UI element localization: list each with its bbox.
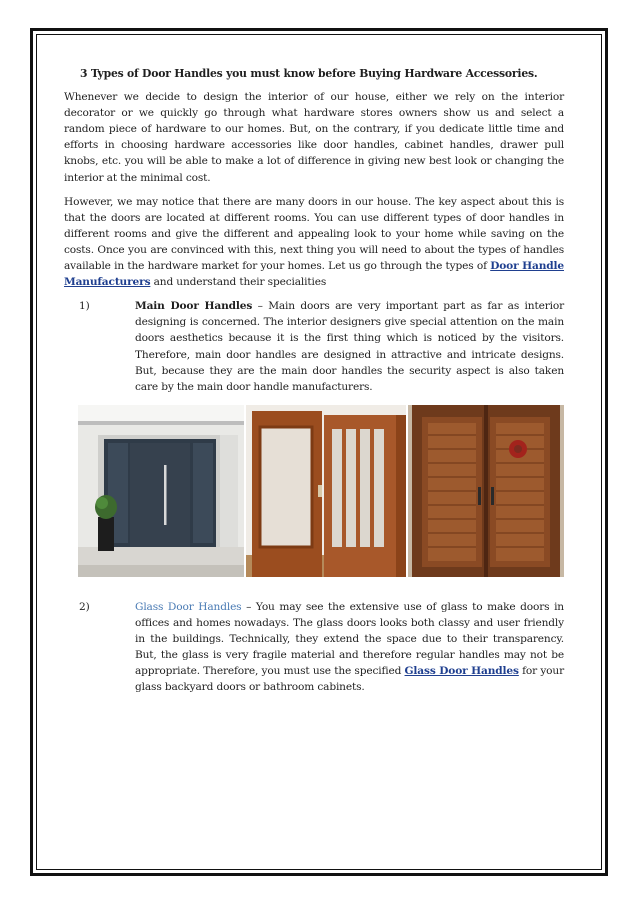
photo-wooden-glass-door (246, 405, 406, 577)
glass-door-handles-link[interactable]: Glass Door Handles (404, 665, 519, 678)
list-item-main-door-handles (64, 298, 564, 395)
list-number: 2) (79, 600, 90, 613)
list-item-glass-door-handles (64, 599, 564, 696)
photo-grey-modern-door (78, 405, 244, 577)
photo-carved-double-door (408, 405, 564, 577)
doors-paragraph-text: However, we may notice that there are many doors in our house. The key aspect about this is that the doors are located at different rooms. You can use different types of door handles in different rooms and give the different and appealing look to your home while saving on the costs. Once you are convinced with this, next thing you will need to about the types of handles available in the hardware market for your homes. Let us go through the types of (64, 195, 564, 273)
door-photo-strip (64, 405, 564, 577)
doors-paragraph (64, 194, 564, 291)
list-term: Main Door Handles (135, 300, 253, 313)
intro-paragraph: Whenever we decide to design the interior of our house, either we rely on the interior decorator or we quickly go through what hardware stores owners show us and select a random piece of hardware to our homes. But, on the contrary, if you dedicate little time and efforts in choosing hardware accessories like door handles, cabinet handles, drawer pull knobs, etc. you will be able to make a lot of difference in giving new best look or changing the interior at the minimal cost. (64, 91, 564, 184)
document-body (64, 66, 564, 705)
list-number: 1) (79, 300, 90, 313)
list-description-tail: for your glass backyard doors or bathroom cabinets. (135, 665, 564, 694)
list-text (135, 599, 564, 696)
doors-paragraph-tail: and understand their specialities (150, 276, 327, 289)
list-term: Glass Door Handles (135, 600, 242, 613)
door-handle-manufacturers-link[interactable]: Door Handle Manufacturers (64, 260, 564, 289)
list-text (135, 298, 564, 395)
document-title: 3 Types of Door Handles you must know before Buying Hardware Accessories. (80, 67, 538, 80)
list-description: – You may see the extensive use of glass to make doors in offices and homes nowadays. The glass doors looks both classy and user friendly in the buildings. Technically, they extend the space due to their transparency. But, the glass is very fragile material and therefore regular handles may not be appropriate. Therefore, you must use the specified (135, 600, 564, 678)
list-description: – Main doors are very important part as far as interior designing is concerned. The interior designers give special attention on the main doors aesthetics because it is the first thing which is noticed by the visitors. Therefore, main door handles are designed in attractive and intricate designs. But, because they are the main door handles the security aspect is also taken care by the main door handle manufacturers. (135, 300, 564, 393)
